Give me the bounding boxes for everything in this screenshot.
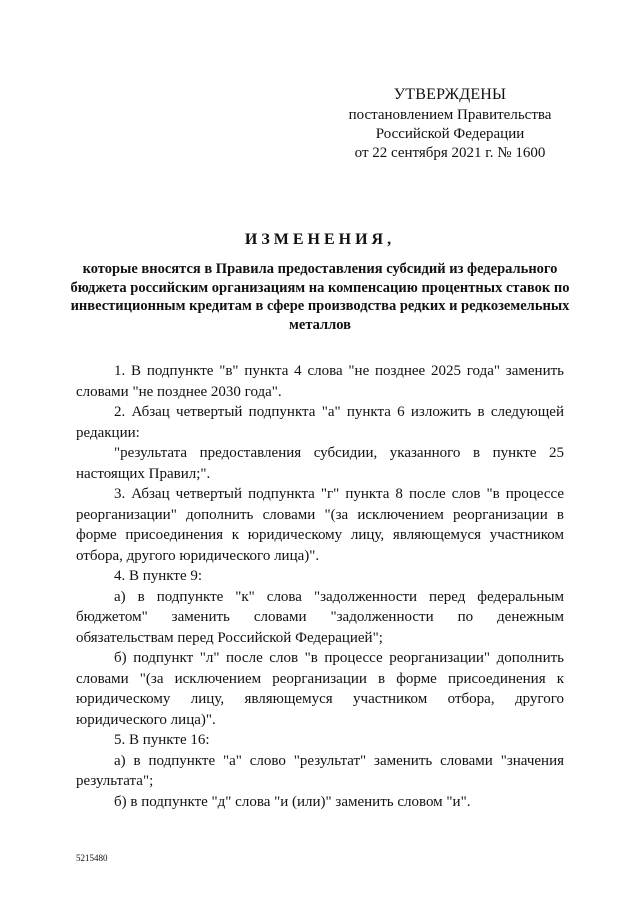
- paragraph: б) подпункт "л" после слов "в процессе реорганизации" дополнить словами "(за исключением реорганизации в форме присоединения к юридическому лицу, являющемуся участником отбора, другого юридического лица)".: [76, 650, 564, 728]
- approval-line: постановлением Правительства: [348, 107, 552, 123]
- paragraph: 2. Абзац четвертый подпункта "а" пункта 6 изложить в следующей редакции:: [76, 404, 564, 441]
- approval-line: Российской Федерации: [375, 126, 525, 142]
- paragraph: 4. В пункте 9:: [114, 568, 203, 584]
- paragraph: 3. Абзац четвертый подпункта "г" пункта 8 после слов "в процессе реорганизации" дополнить словами "(за исключением реорганизации в форме присоединения к юридическому лицу, являющемуся участником отбора, другого юридического лица)".: [76, 486, 564, 564]
- paragraph: 5. В пункте 16:: [114, 732, 210, 748]
- paragraph: "результата предоставления субсидии, указанного в пункте 25 настоящих Правил;".: [76, 445, 564, 482]
- approval-date-line: от 22 сентября 2021 г. № 1600: [354, 145, 546, 161]
- approval-stamp: [340, 85, 560, 163]
- document-code: 5215480: [76, 853, 108, 863]
- document-title: ИЗМЕНЕНИЯ,: [244, 231, 396, 248]
- paragraph: а) в подпункте "а" слово "результат" заменить словами "значения результата";: [76, 752, 564, 789]
- paragraph: б) в подпункте "д" слова "и (или)" заменить словом "и".: [114, 793, 471, 810]
- document-subtitle: которые вносятся в Правила предоставления субсидий из федерального бюджета российским организациям на компенсацию процентных ставок по инвестиционным кредитам в сфере производства редких и редкоземельных металлов: [70, 261, 570, 333]
- document-title-block: [70, 231, 570, 334]
- paragraph: 1. В подпункте "в" пункта 4 слова "не позднее 2025 года" заменить словами "не позднее 2030 года".: [76, 363, 564, 400]
- document-body: [76, 361, 564, 812]
- paragraph: а) в подпункте "к" слова "задолженности перед федеральным бюджетом" заменить словами "задолженности по денежным обязательствам перед Российской Федерацией";: [76, 588, 564, 646]
- approval-heading: УТВЕРЖДЕНЫ: [393, 86, 507, 103]
